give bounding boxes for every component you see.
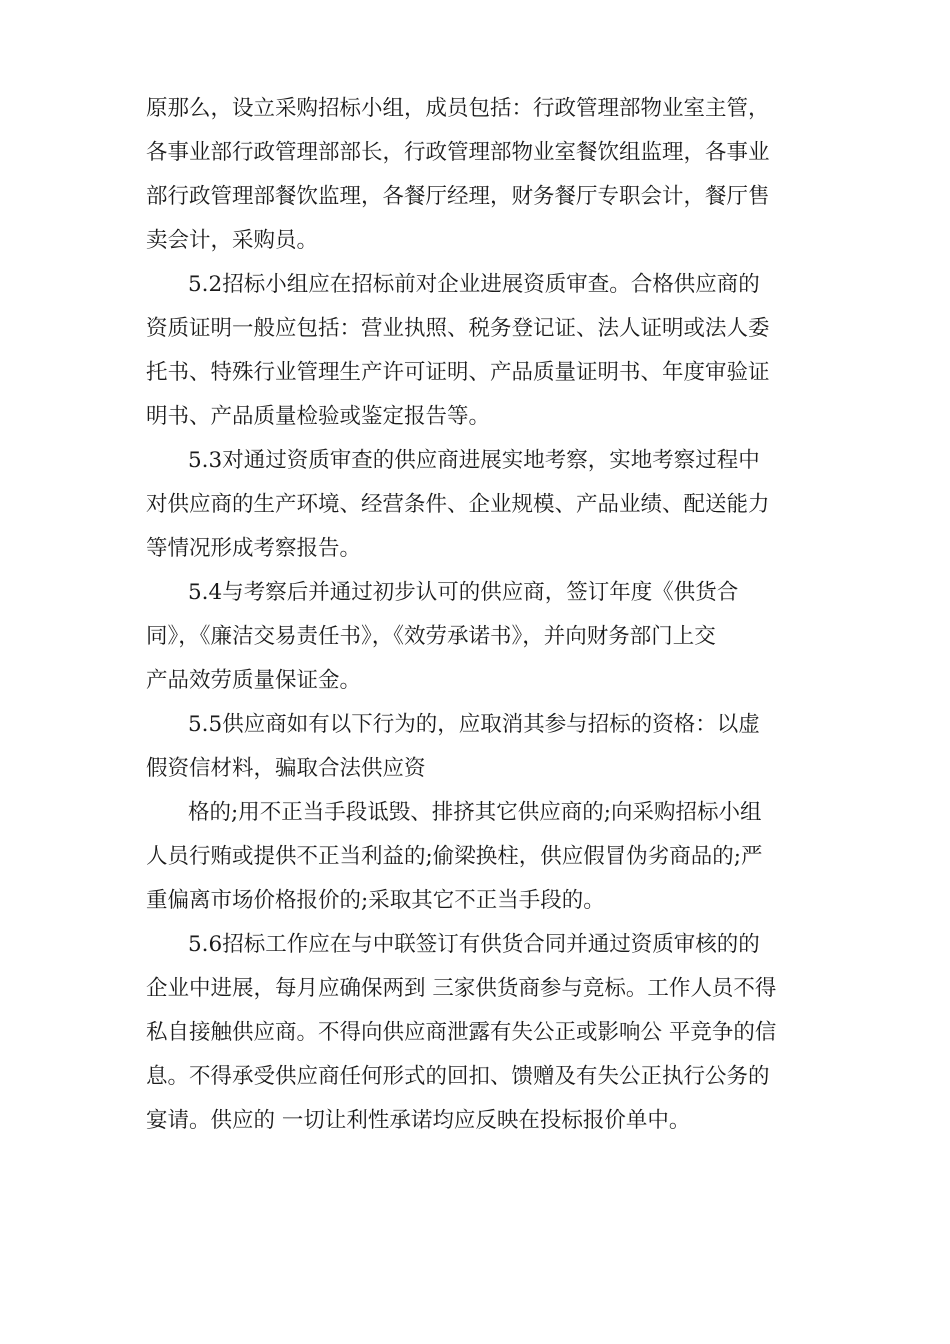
- text-line: 托书、特殊行业管理生产许可证明、产品质量证明书、年度审验证: [146, 360, 770, 385]
- text-line: 企业中进展，每月应确保两到 三家供货商参与竞标。工作人员不得: [146, 976, 777, 1001]
- text-line: 明书、产品质量检验或鉴定报告等。: [146, 404, 491, 429]
- text-line: 人员行贿或提供不正当利益的;偷梁换柱，供应假冒伪劣商品的;严: [146, 844, 763, 869]
- text-line: 部行政管理部餐饮监理，各餐厅经理，财务餐厅专职会计，餐厅售: [146, 184, 770, 209]
- text-line: 对供应商的生产环境、经营条件、企业规模、产品业绩、配送能力: [146, 492, 770, 517]
- paragraph-5-4-first-line: 5.4与考察后并通过初步认可的供应商，签订年度《供货合: [188, 580, 739, 605]
- text-line: 资质证明一般应包括：营业执照、税务登记证、法人证明或法人委: [146, 316, 770, 341]
- text-line: 私自接触供应商。不得向供应商泄露有失公正或影响公 平竞争的信: [146, 1020, 777, 1045]
- text-line: 等情况形成考察报告。: [146, 536, 362, 561]
- paragraph-5-2-first-line: 5.2招标小组应在招标前对企业进展资质审查。合格供应商的: [188, 272, 760, 297]
- text-line: 重偏离市场价格报价的;采取其它不正当手段的。: [146, 888, 605, 913]
- text-line: 原那么，设立采购招标小组，成员包括：行政管理部物业室主管，: [146, 96, 770, 121]
- text-line: 产品效劳质量保证金。: [146, 668, 362, 693]
- text-line: 卖会计，采购员。: [146, 228, 319, 253]
- text-line-indented: 格的;用不正当手段诋毁、排挤其它供应商的;向采购招标小组: [188, 800, 762, 825]
- text-line: 假资信材料，骗取合法供应资: [146, 756, 426, 781]
- paragraph-5-3-first-line: 5.3对通过资质审查的供应商进展实地考察，实地考察过程中: [188, 448, 760, 473]
- text-line: 各事业部行政管理部部长，行政管理部物业室餐饮组监理，各事业: [146, 140, 770, 165]
- text-line: 宴请。供应的 一切让利性承诺均应反映在投标报价单中。: [146, 1108, 691, 1133]
- text-line: 息。不得承受供应商任何形式的回扣、馈赠及有失公正执行公务的: [146, 1064, 770, 1089]
- paragraph-5-6-first-line: 5.6招标工作应在与中联签订有供货合同并通过资质审核的的: [188, 932, 760, 957]
- text-line: 同》，《廉洁交易责任书》，《效劳承诺书》，并向财务部门上交: [146, 624, 716, 649]
- paragraph-5-5-first-line: 5.5供应商如有以下行为的，应取消其参与招标的资格：以虚: [188, 712, 760, 737]
